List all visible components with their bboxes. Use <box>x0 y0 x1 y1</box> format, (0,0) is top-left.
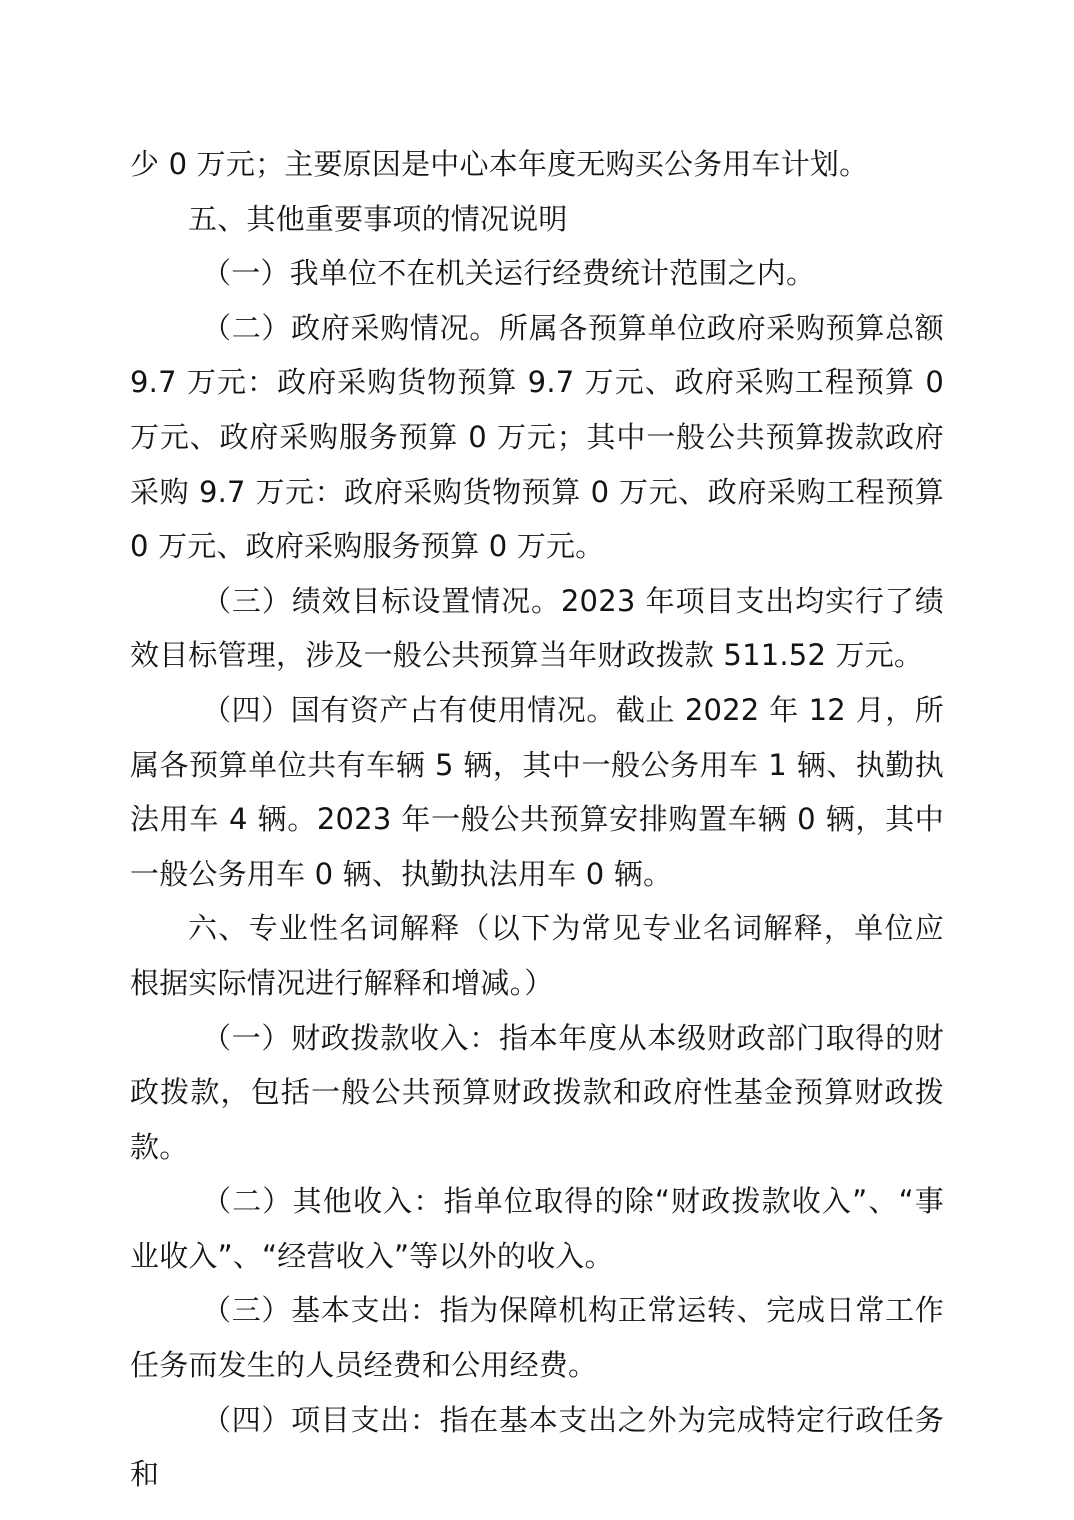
paragraph-project-expenditure: （四）项目支出：指在基本支出之外为完成特定行政任务和 <box>130 1402 944 1492</box>
section-heading-glossary: 六、专业性名词解释（以下为常见专业名词解释，单位应根据实际情况进行解释和增减。） <box>130 911 944 1000</box>
paragraph-state-assets: （四）国有资产占有使用情况。截止 2022 年 12 月，所属各预算单位共有车辆 5 辆，其中一般公务用车 1 辆、执勤执法用车 4 辆。2023 年一般公共预算安排购置车辆 0 辆，其中一般公务用车 0 辆、执勤执法用车 0 辆。 <box>130 692 944 891</box>
paragraph-performance-targets: （三）绩效目标设置情况。2023 年项目支出均实行了绩效目标管理，涉及一般公共预算当年财政拨款 511.52 万元。 <box>130 583 944 673</box>
paragraph-fiscal-appropriation-income: （一）财政拨款收入：指本年度从本级财政部门取得的财政拨款，包括一般公共预算财政拨款和政府性基金预算财政拨款。 <box>130 1020 944 1164</box>
section-heading-other-matters: 五、其他重要事项的情况说明 <box>188 201 568 236</box>
document-body <box>130 137 944 1502</box>
paragraph-continuation: 少 0 万元；主要原因是中心本年度无购买公务用车计划。 <box>130 147 869 181</box>
paragraph-basic-expenditure: （三）基本支出：指为保障机构正常运转、完成日常工作任务而发生的人员经费和公用经费。 <box>130 1293 944 1383</box>
paragraph-operating-expenses: （一）我单位不在机关运行经费统计范围之内。 <box>202 256 816 291</box>
paragraph-other-income: （二）其他收入：指单位取得的除“财政拨款收入”、“事业收入”、“经营收入”等以外的收入。 <box>130 1184 944 1273</box>
paragraph-government-procurement: （二）政府采购情况。所属各预算单位政府采购预算总额 9.7 万元：政府采购货物预算 9.7 万元、政府采购工程预算 0 万元、政府采购服务预算 0 万元；其中一般公共预算拨款政府采购 9.7 万元：政府采购货物预算 0 万元、政府采购工程预算 0 万元、政府采购服务预算 0 万元。 <box>130 310 944 564</box>
